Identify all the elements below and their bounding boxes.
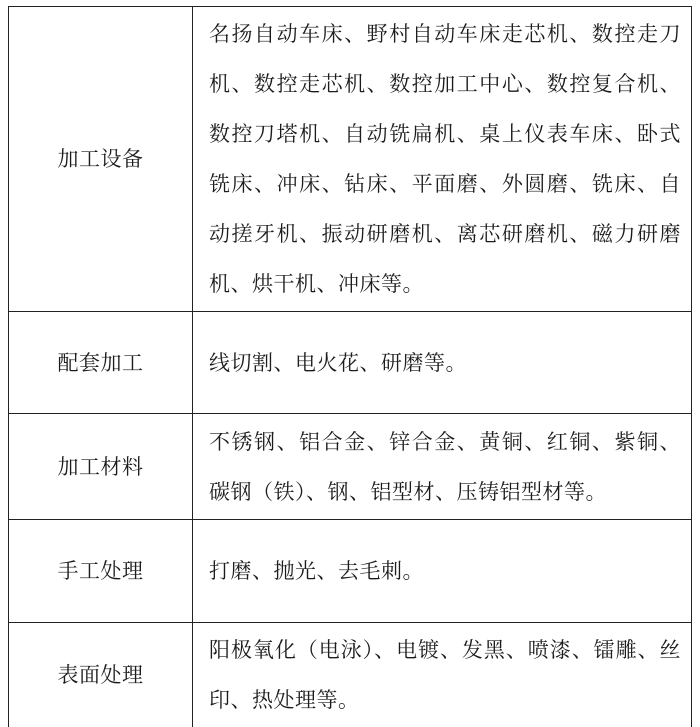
row-label-supporting-processing: 配套加工 [9,312,193,414]
table-row [9,414,692,520]
spec-table-body [9,7,692,727]
table-row [9,623,692,727]
row-content-surface-treatment: 阳极氧化（电泳）、电镀、发黑、喷漆、镭雕、丝印、热处理等。 [193,623,692,727]
table-row [9,312,692,414]
row-label-processing-equipment: 加工设备 [9,7,193,312]
row-content-processing-materials: 不锈钢、铝合金、锌合金、黄铜、红铜、紫铜、碳钢（铁）、钢、铝型材、压铸铝型材等。 [193,414,692,520]
capability-spec-table [8,6,692,727]
row-label-processing-materials: 加工材料 [9,414,193,520]
row-label-manual-processing: 手工处理 [9,520,193,623]
table-row [9,7,692,312]
row-label-surface-treatment: 表面处理 [9,623,193,727]
row-content-manual-processing: 打磨、抛光、去毛刺。 [193,520,692,623]
row-content-processing-equipment: 名扬自动车床、野村自动车床走芯机、数控走刀机、数控走芯机、数控加工中心、数控复合机、数控刀塔机、自动铣扁机、桌上仪表车床、卧式铣床、冲床、钻床、平面磨、外圆磨、铣床、自动搓牙机、振动研磨机、离芯研磨机、磁力研磨机、烘干机、冲床等。 [193,7,692,312]
table-row [9,520,692,623]
row-content-supporting-processing: 线切割、电火花、研磨等。 [193,312,692,414]
